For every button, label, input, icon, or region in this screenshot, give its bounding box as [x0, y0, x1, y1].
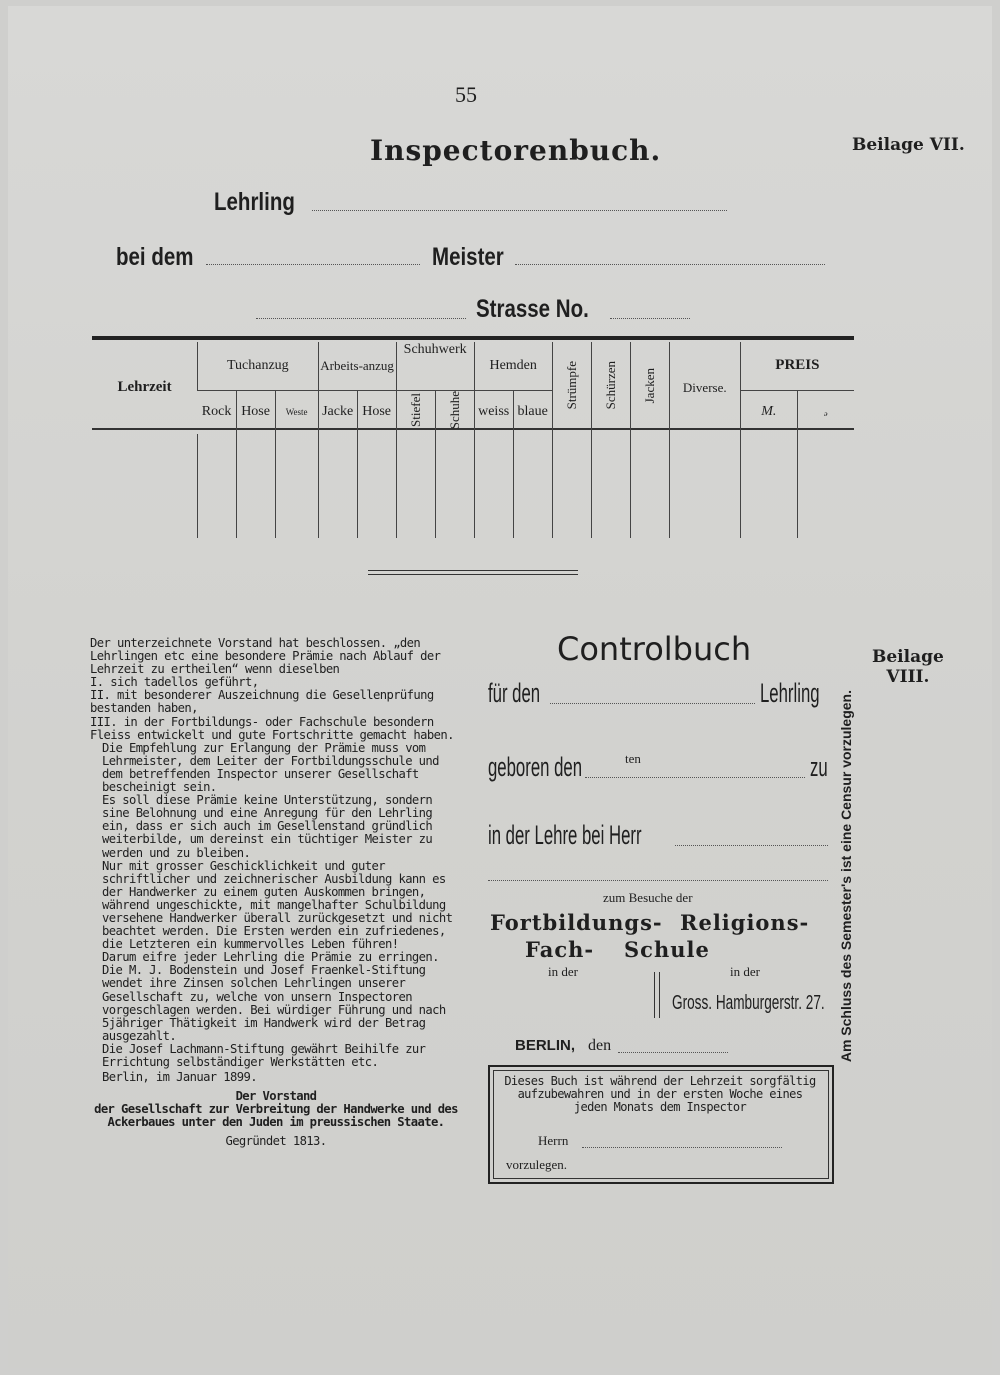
notice-item-3: III. in der Fortbildungs- oder Fachschule besondern Fleiss entwickelt und gute Fortschritte gemacht haben.: [90, 714, 454, 742]
geboren-label: geboren den: [488, 752, 583, 782]
notice-item-1: I. sich tadellos geführt,: [90, 675, 259, 690]
beilage-word: Beilage: [872, 647, 944, 667]
lehrling-label: Lehrling: [214, 188, 295, 216]
separator-rule-2: [368, 574, 578, 575]
in-der-label-2: in der: [730, 964, 760, 979]
inventory-table: [92, 342, 854, 538]
schule-label: Schule: [624, 937, 710, 962]
fortbildungs-label: Fortbildungs-: [490, 910, 663, 935]
table-top-rule: [92, 336, 854, 340]
notice-text: [90, 637, 462, 1149]
sub-blaue: blaue: [513, 390, 552, 434]
col-preis: PREIS: [740, 342, 854, 390]
strasse-label: Strasse No.: [476, 295, 589, 323]
notice-date: Berlin, im Januar 1899.: [102, 1070, 257, 1085]
col-struempfe: Strümpfe: [563, 361, 579, 410]
controlbuch-title: Controlbuch: [557, 630, 752, 668]
beilage-number: VIII.: [886, 666, 930, 687]
appendix-label-2: [872, 648, 944, 687]
lehre-field-2[interactable]: [488, 880, 828, 881]
notice-paragraph: Die Josef Lachmann-Stiftung gewährt Beihilfe zur Errichtung selbständiger Werkstätten etc.: [102, 1041, 426, 1069]
fach-label: Fach-: [525, 937, 595, 962]
col-hemden: Hemden: [474, 342, 552, 390]
fuer-den-label: für den: [488, 678, 541, 708]
berlin-label: BERLIN,: [515, 1037, 575, 1054]
signature-title: Der Vorstand: [235, 1089, 317, 1104]
date-field[interactable]: [618, 1052, 728, 1053]
page-number: 55: [455, 82, 477, 107]
appendix-label: Beilage VII.: [852, 135, 965, 155]
lehrling-label-2: Lehrling: [760, 678, 820, 708]
page-title: Inspectorenbuch.: [370, 134, 662, 167]
notice-paragraph: Die M. J. Bodenstein und Josef Fraenkel-Stiftung wendet ihre Zinsen solchen Lehrlingen unserer Gesellschaft zu, welche von unsern Inspectoren vorgeschlagen werden. Bei würdiger Führung und nach 5jähriger Thätigkeit im Handwerk wird der Betrag ausgezahlt.: [102, 963, 446, 1043]
sub-rock: Rock: [201, 404, 232, 420]
meister-label: Meister: [432, 243, 504, 271]
table-row: [92, 434, 854, 538]
meister-field[interactable]: [515, 264, 825, 265]
col-lehrzeit: Lehrzeit: [117, 379, 172, 396]
sub-hose: Hose: [236, 390, 275, 434]
notice-intro: Der unterzeichnete Vorstand hat beschlossen. „den Lehrlingen etc eine besondere Prämie nach Ablauf der Lehrzeit zu ertheilen“ wenn dieselben: [90, 636, 441, 677]
signature-society: der Gesellschaft zur Verbreitung der Handwerke und des Ackerbaues unter den Juden im preussischen Staate.: [94, 1102, 458, 1130]
col-diverse: Diverse.: [669, 342, 740, 434]
notice-item-2: II. mit besonderer Auszeichnung die Gesellenprüfung bestanden haben,: [90, 688, 434, 716]
herrn-field[interactable]: [582, 1147, 782, 1148]
zu-label: zu: [810, 752, 828, 782]
lehre-label: in der Lehre bei Herr: [488, 820, 642, 850]
col-jacken: Jacken: [641, 367, 657, 404]
notice-paragraph: Nur mit grosser Geschicklichkeit und guter schriftlicher und zeichnerischer Ausbildung kann es der Handwerker zu einem guten Auskommen bringen, während ungeschickte, mit mangelhafter Schulbildung versehene Handwerker überall zurückgesetzt und nicht beachtet werden. Die Ersten werden ein zufriedenes, die Letzteren ein kummervolles Leben führen!: [102, 858, 453, 952]
vorzulegen-label: vorzulegen.: [506, 1157, 568, 1172]
sub-jacke: Jacke: [318, 390, 357, 434]
bei-dem-label: bei dem: [116, 243, 194, 271]
bei-dem-field[interactable]: [206, 264, 420, 265]
strasse-field[interactable]: [256, 318, 466, 319]
religions-label: Religions-: [680, 910, 810, 935]
divider-line: [654, 972, 655, 1018]
sub-stiefel: Stiefel: [407, 392, 423, 427]
sub-schuhe: Schuhe: [446, 390, 462, 429]
strasse-number-field[interactable]: [610, 318, 690, 319]
censure-note: [838, 690, 860, 1122]
lehrling-field[interactable]: [312, 210, 727, 211]
den-label: den: [588, 1037, 612, 1054]
in-der-label: in der: [548, 964, 578, 979]
divider-line-2: [659, 972, 660, 1018]
founded-note: Gegründet 1813.: [225, 1134, 327, 1149]
col-arbeitsanzug: Arbeits-anzug: [318, 342, 396, 390]
sub-weste: Weste: [275, 390, 318, 434]
sub-pfennig: ₔ: [797, 390, 854, 434]
separator-rule: [368, 570, 578, 571]
zum-besuche: zum Besuche der: [603, 890, 693, 905]
col-schuhwerk: Schuhwerk: [396, 342, 474, 390]
lehre-field[interactable]: [675, 845, 828, 846]
notice-paragraph: Die Empfehlung zur Erlangung der Prämie muss vom Lehrmeister, dem Leiter der Fortbildungsschule und dem betreffenden Inspector unserer Gesellschaft bescheinigt sein.: [102, 740, 439, 795]
col-tuchanzug: Tuchanzug: [198, 342, 319, 390]
col-schuerzen: Schürzen: [602, 361, 618, 410]
school-address: Gross. Hamburgerstr. 27.: [672, 992, 825, 1014]
geboren-field[interactable]: [585, 777, 805, 778]
censure-note-text: Am Schluss des Semester's ist eine Censur vorzulegen.: [838, 690, 854, 1063]
ten-suffix: ten: [625, 751, 641, 766]
notice-paragraph: Es soll diese Prämie keine Unterstützung, sondern sine Belohnung und eine Anregung für den Lehrling ein, dass er sich auch im Gesellenstand gründlich weiterbilde, um dereinst ein tüchtiger Meister zu werden und zu bleiben.: [102, 793, 433, 860]
sub-hose-2: Hose: [357, 390, 396, 434]
notice-paragraph: Darum eifre jeder Lehrling die Prämie zu erringen.: [102, 950, 439, 965]
sub-mark: M.: [740, 390, 797, 434]
fuer-den-field[interactable]: [550, 703, 755, 704]
sub-weiss: weiss: [474, 390, 513, 434]
instruction-text: Dieses Buch ist während der Lehrzeit sorgfältig aufzubewahren und in der ersten Woche eines jeden Monats dem Inspector: [504, 1074, 816, 1114]
herrn-label: Herrn: [538, 1133, 569, 1148]
instruction-box: [488, 1065, 834, 1184]
